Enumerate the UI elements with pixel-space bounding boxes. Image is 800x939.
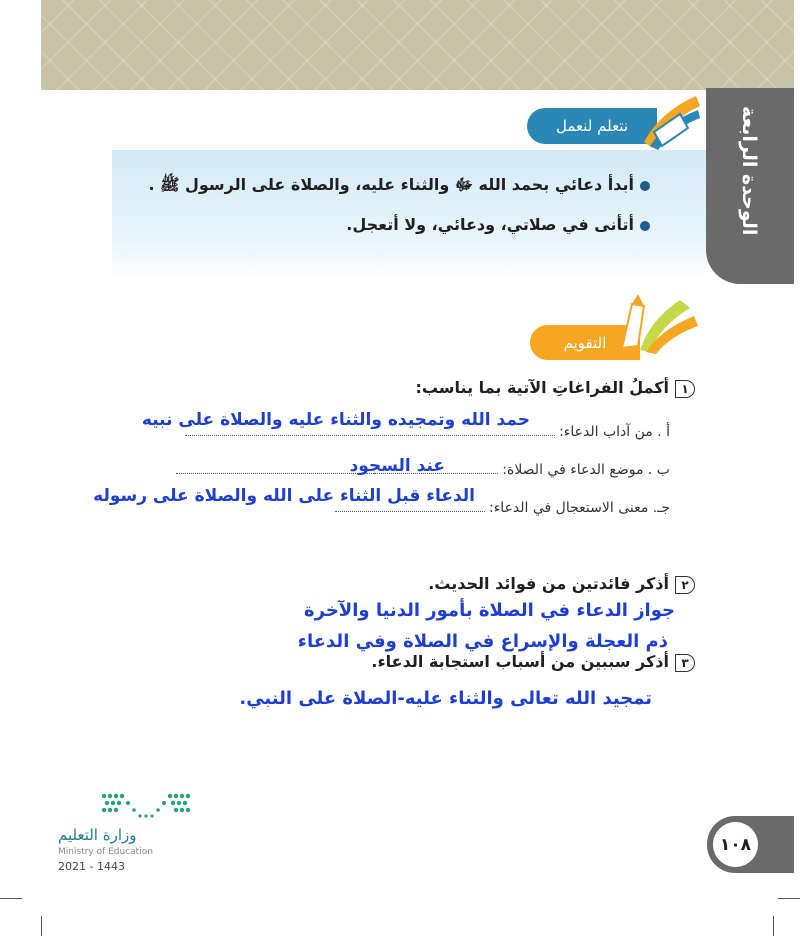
pen-icon [610,290,706,356]
q1-a-answer: حمد الله وتمجيده والثناء عليه والصلاة على نبيه [141,410,530,430]
q1-a-line [185,424,670,440]
learn-bullet-text: أبدأ دعائي بحمد الله ﷻ والثناء عليه، والصلاة على الرسول ﷺ . [148,175,634,194]
q2-answer-2: ذم العجلة والإسراع في الصلاة وفي الدعاء [297,631,668,652]
learn-bullet-text: أتأنى في صلاتي، ودعائي، ولا أتعجل. [346,215,634,234]
q1-c-label: جـ. معنى الاستعجال في الدعاء: [489,500,670,516]
learn-bullet-2 [346,215,650,234]
question-3 [371,652,695,672]
unit-title: الوحدة الرابعة [738,106,760,236]
evaluation-badge: التقويم [530,325,640,360]
q1-c-line [335,500,670,516]
question-number: ٣ [675,654,695,672]
crop-mark [0,898,22,899]
book-icon [640,92,704,154]
answer-blank [176,463,498,474]
question-number: ١ [675,380,695,398]
q3-answer: تمجيد الله تعالى والثناء عليه-الصلاة على النبي. [239,688,652,709]
q1-b-answer: عند السجود [349,456,445,476]
answer-blank [335,501,485,512]
bullet-icon [640,221,650,231]
ministry-logo-icon [100,792,192,820]
bullet-icon [640,181,650,191]
edition-year: 2021 - 1443 [58,860,125,873]
question-3-text: أذكر سببين من أسباب استجابة الدعاء. [371,652,669,671]
q2-answer-1: جواز الدعاء في الصلاة بأمور الدنيا والآخرة [304,600,675,621]
question-2-text: أذكر فائدتين من فوائد الحديث. [428,574,669,593]
crop-mark [41,916,42,936]
question-number: ٢ [675,576,695,594]
ministry-name-arabic: وزارة التعليم [58,826,137,844]
learn-bullet-1 [148,175,650,198]
page-number: ١٠٨ [713,822,758,867]
q1-c-answer: الدعاء قبل الثناء على الله والصلاة على رسوله [93,486,475,506]
q1-b-label: ب . موضع الدعاء في الصلاة: [502,462,670,478]
q1-a-label: أ . من آداب الدعاء: [559,424,670,440]
crop-mark [778,898,800,899]
question-2 [428,574,695,594]
header-pattern-band [41,0,794,90]
answer-blank [185,425,555,436]
ministry-name-english: Ministry of Education [58,847,153,857]
question-1-text: أكملُ الفراغاتِ الآتية بما يناسب: [415,378,669,397]
question-1 [415,378,695,398]
crop-mark [773,916,774,936]
learn-section-badge: نتعلم لنعمل [527,108,657,144]
